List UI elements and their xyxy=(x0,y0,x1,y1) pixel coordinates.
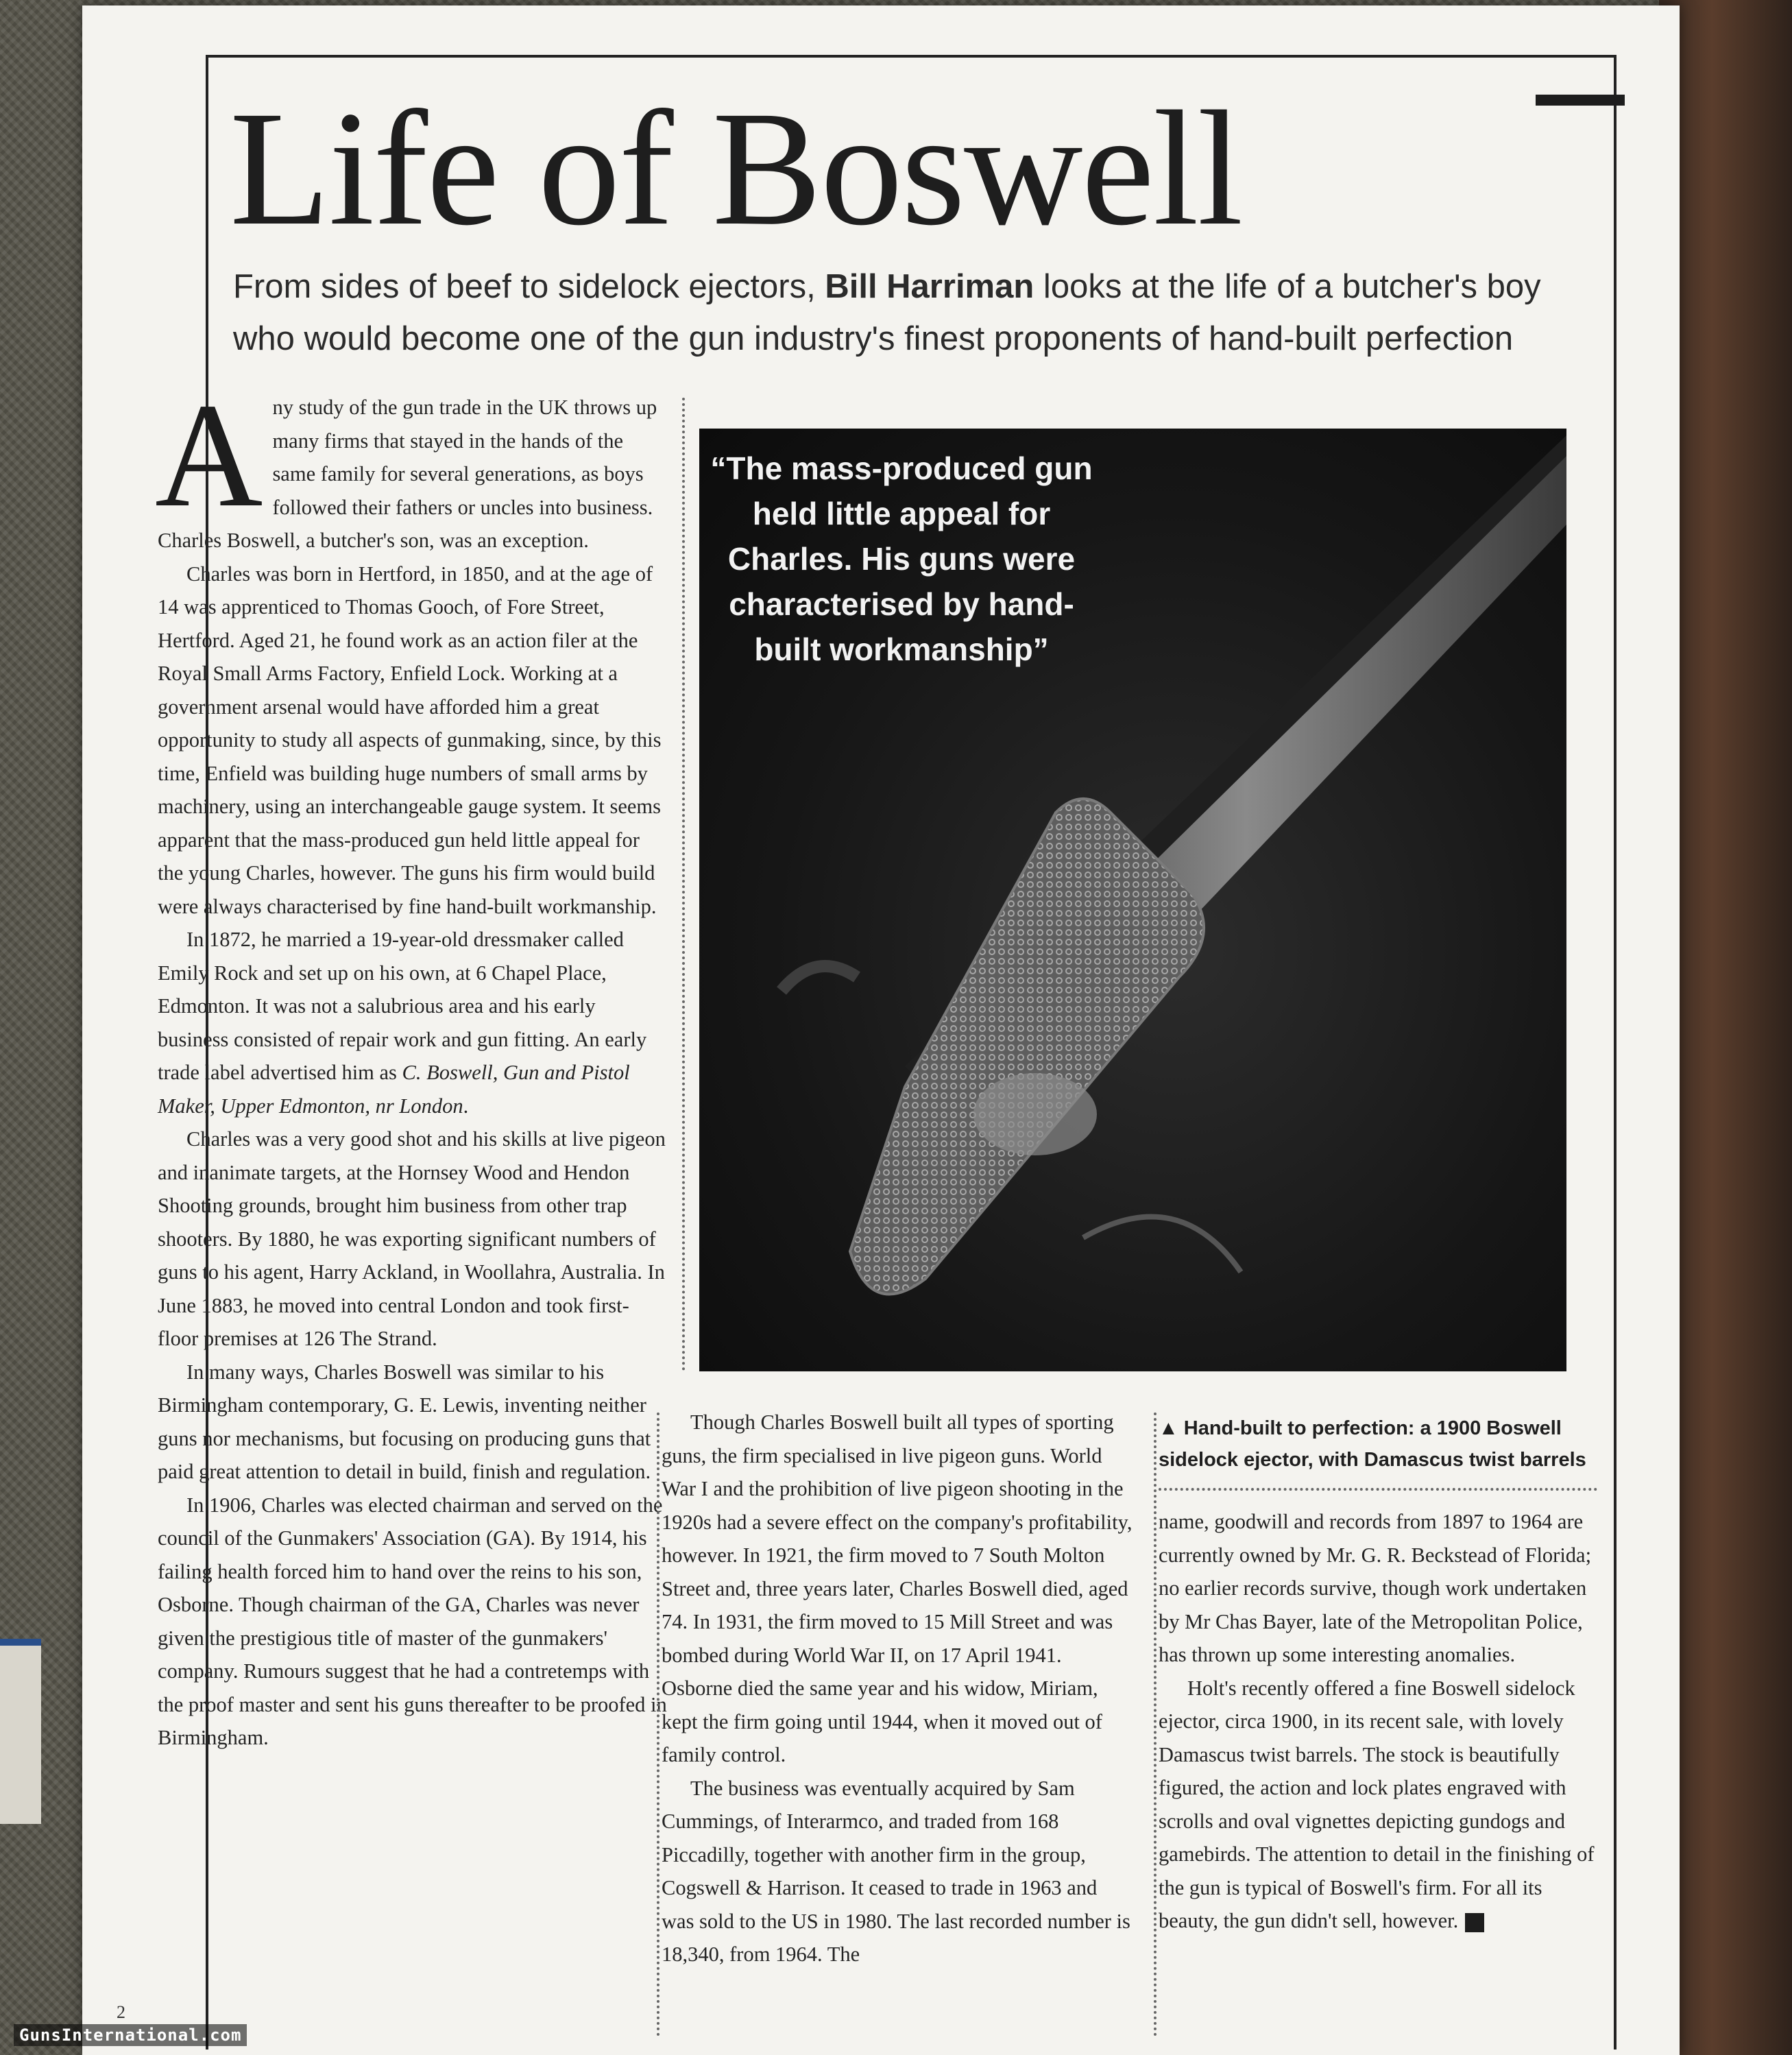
paragraph: Charles was a very good shot and his skills at live pigeon and inanimate targets, at the Hornsey Wood and Hendon Shooting grounds, brought him business from other trap shooters. By 1880, he was exporting significant numbers of guns to his agent, Harry Ackland, in Woollahra, Australia. In June 1883, he moved into central London and took first-floor premises at 126 The Strand. xyxy=(158,1127,666,1350)
drop-cap: A xyxy=(155,373,263,538)
caption-rule xyxy=(1159,1488,1597,1491)
trade-label-text: C. Boswell, Gun and Pistol Maker, Upper Edmonton, nr London xyxy=(158,1061,630,1118)
paragraph: Charles was born in Hertford, in 1850, and at the age of 14 was apprenticed to Thomas Gooch, of Fore Street, Hertford. Aged 21, he found work as an action filer at the Royal Small Arms Factory, Enfield Lock. Working at a government arsenal would have afforded him a great opportunity to study all aspects of gunmaking, since, by this time, Enfield was building huge numbers of small arms by machinery, using an interchangeable gauge system. It seems apparent that the mass-produced gun held little appeal for the young Charles, however. The guns his firm would build were always characterised by fine hand-built workmanship. xyxy=(158,562,662,918)
paragraph-text: Holt's recently offered a fine Boswell sidelock ejector, circa 1900, in its recent sale, with lovely Damascus twist barrels. The stock is beautifully figured, the action and lock plates engraved with scrolls and oval vignettes depicting gundogs and gamebirds. The attention to detail in the finishing of the gun is typical of Boswell's firm. For all its beauty, the gun didn't sell, however. xyxy=(1159,1676,1595,1932)
hammer-shape xyxy=(782,966,857,991)
engraved-vignette xyxy=(973,1073,1097,1155)
standfirst xyxy=(233,261,1584,365)
paragraph: In many ways, Charles Boswell was similar to his Birmingham contemporary, G. E. Lewis, inventing neither guns nor mechanisms, but focusing on producing guns that paid great attention to detail in build, finish and regulation. xyxy=(158,1360,651,1483)
column-divider xyxy=(657,1413,659,2036)
paragraph: name, goodwill and records from 1897 to 1964 are currently owned by Mr. G. R. Beckstead of Florida; no earlier records survive, though work undertaken by Mr Chas Bayer, late of the Metropolitan Police, has thrown up some interesting anomalies. xyxy=(1159,1510,1592,1666)
corner-tab xyxy=(1536,95,1625,106)
article-title: Life of Boswell xyxy=(230,77,1242,259)
paragraph xyxy=(155,373,668,557)
paragraph xyxy=(1159,1672,1604,1938)
sticker-fragment xyxy=(0,1639,41,1824)
author-name: Bill Harriman xyxy=(825,268,1034,305)
column-divider xyxy=(682,398,685,1371)
paragraph-text: . xyxy=(463,1094,469,1118)
photo-caption: ▲ Hand-built to perfection: a 1900 Boswell sidelock ejector, with Damascus twist barrels xyxy=(1159,1417,1586,1471)
paragraph xyxy=(158,923,668,1122)
lock-plate-shape xyxy=(850,799,1204,1295)
pull-quote: “The mass-produced gun held little appeal for Charles. His guns were characterised by hand-built workmanship” xyxy=(710,450,1093,667)
paragraph-text: In 1872, he married a 19-year-old dressmaker called Emily Rock and set up on his own, at 6 Chapel Place, Edmonton. It was not a salubrious area and his early business consisted of repair work and gun fitting. An early trade label advertised him as xyxy=(158,928,647,1084)
column-1 xyxy=(155,373,668,1755)
trigger-guard xyxy=(1083,1217,1241,1272)
paragraph: In 1906, Charles was elected chairman and served on the council of the Gunmakers' Association (GA). By 1914, his failing health forced him to hand over the reins to his son, Osborne. Though chairman of the GA, Charles was never given the prestigious title of master of the gunmakers' company. Rumours suggest that he had a contretemps with the proof master and sent his guns thereafter to be proofed in Birmingham. xyxy=(158,1493,667,1749)
column-divider xyxy=(1154,1413,1157,2036)
page-number: 2 xyxy=(117,2002,125,2022)
column-3 xyxy=(1159,1505,1604,1938)
standfirst-after: looks at the life of a butcher's boy who would become one of the gun industry's finest proponents of hand-built perfection xyxy=(233,268,1541,357)
square-end-icon xyxy=(1465,1913,1484,1932)
column-2 xyxy=(662,1406,1135,1971)
paragraph: The business was eventually acquired by Sam Cummings, of Interarmco, and traded from 168 Piccadilly, together with another firm in the group, Cogswell & Harrison. It ceased to trade in 1963 and was sold to the US in 1980. The last recorded number is 18,340, from 1964. The xyxy=(662,1776,1130,1966)
paragraph: Though Charles Boswell built all types of sporting guns, the firm specialised in live pigeon guns. World War I and the prohibition of live pigeon shooting in the 1920s had a severe effect on the company's profitability, however. In 1921, the firm moved to 7 South Molton Street and, three years later, Charles Boswell died, aged 74. In 1931, the firm moved to 15 Mill Street and was bombed during World War II, on 17 April 1941. Osborne died the same year and his widow, Miriam, kept the firm going until 1944, when it moved out of family control. xyxy=(662,1410,1133,1766)
paragraph-text: ny study of the gun trade in the UK throws up many firms that stayed in the hands of the same family for several generations, as boys followed their fathers or uncles into business. Charles Boswell, a butcher's son, was an exception. xyxy=(158,396,657,552)
standfirst-before: From sides of beef to sidelock ejectors, xyxy=(233,268,825,305)
watermark: GunsInternational.com xyxy=(14,2024,247,2046)
